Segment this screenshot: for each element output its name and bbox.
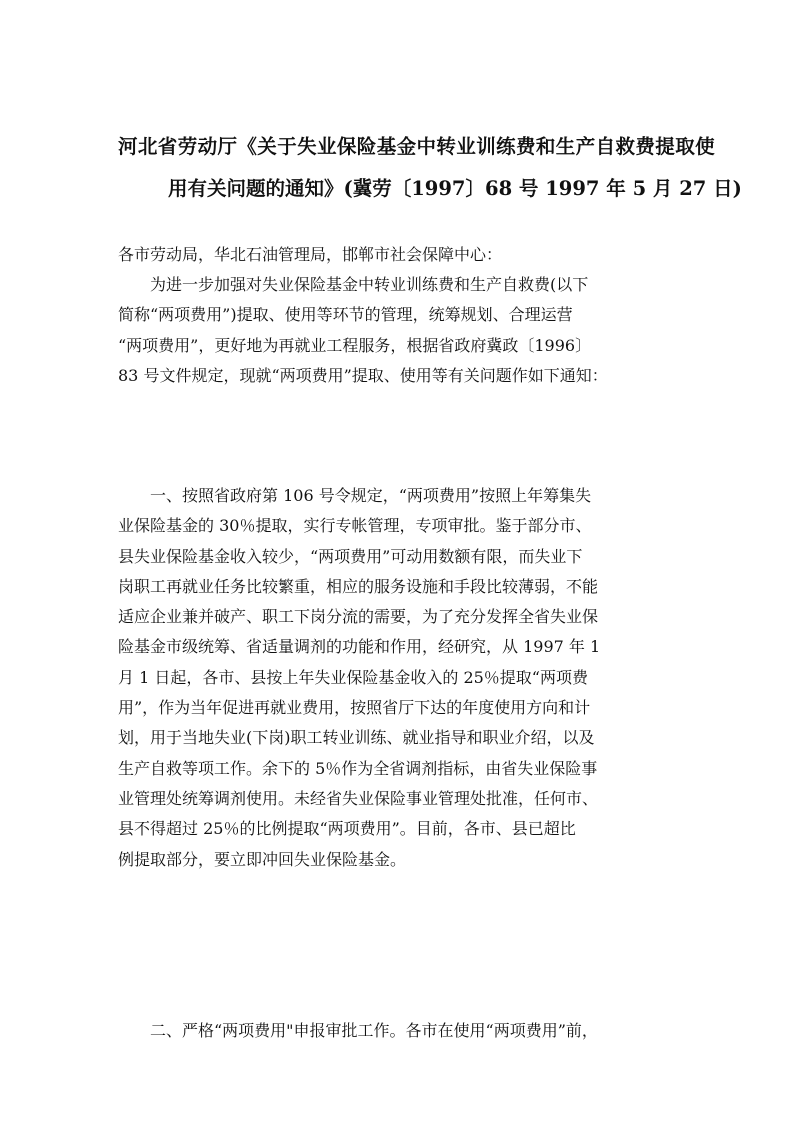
paragraph-line: 一、按照省政府第 106 号令规定，“两项费用”按照上年筹集失 — [150, 486, 592, 505]
paragraph-line: 县失业保险基金收入较少，“两项费用”可动用数额有限，而失业下 — [118, 546, 583, 566]
paragraph-intro — [118, 270, 608, 391]
paragraph-line: 为进一步加强对失业保险基金中转业训练费和生产自救费(以下 — [150, 275, 589, 294]
title-line-2: 用有关问题的通知》(冀劳〔1997〕68 号 1997 年 5 月 27 日) — [168, 177, 742, 200]
paragraph-line: 生产自救等项工作。余下的 5％作为全省调剂指标，由省失业保险事 — [118, 758, 598, 778]
paragraph-section-2 — [118, 1016, 598, 1046]
paragraph-line: 险基金市级统筹、省适量调剂的功能和作用，经研究，从 1997 年 1 — [118, 637, 601, 657]
paragraph-line: 业管理处统筹调剂使用。未经省失业保险事业管理处批准，任何市、 — [118, 788, 599, 808]
paragraph-line: “两项费用”，更好地为再就业工程服务，根据省政府冀政〔1996〕 — [118, 335, 592, 355]
document-title — [118, 126, 742, 210]
paragraph-line: 县不得超过 25％的比例提取“两项费用”。目前，各市、县已超比 — [118, 819, 576, 839]
paragraph-section-1 — [118, 481, 600, 875]
salutation: 各市劳动局，华北石油管理局，邯郸市社会保障中心： — [118, 245, 503, 264]
paragraph-line: 业保险基金的 30％提取，实行专帐管理，专项审批。鉴于部分市、 — [118, 516, 592, 536]
paragraph-line: 划，用于当地失业(下岗)职工转业训练、就业指导和职业介绍，以及 — [118, 728, 595, 748]
paragraph-line: 用”，作为当年促进再就业费用，按照省厅下达的年度使用方向和计 — [118, 698, 591, 718]
paragraph-line: 83 号文件规定，现就“两项费用”提取、使用等有关问题作如下通知： — [118, 365, 608, 385]
paragraph-line: 月 1 日起，各市、县按上年失业保险基金收入的 25％提取“两项费 — [118, 667, 588, 687]
title-line-1: 河北省劳动厅《关于失业保险基金中转业训练费和生产自救费提取使 — [118, 135, 716, 158]
paragraph-line: 适应企业兼并破产、职工下岗分流的需要，为了充分发挥全省失业保 — [118, 607, 599, 627]
paragraph-line: 例提取部分，要立即冲回失业保险基金。 — [118, 849, 407, 869]
paragraph-line: 简称“两项费用”)提取、使用等环节的管理，统筹规划、合理运营 — [118, 305, 573, 325]
paragraph-line: 岗职工再就业任务比较繁重，相应的服务设施和手段比较薄弱，不能 — [118, 576, 599, 596]
paragraph-line: 二、严格“两项费用"申报审批工作。各市在使用“两项费用”前， — [150, 1021, 598, 1040]
